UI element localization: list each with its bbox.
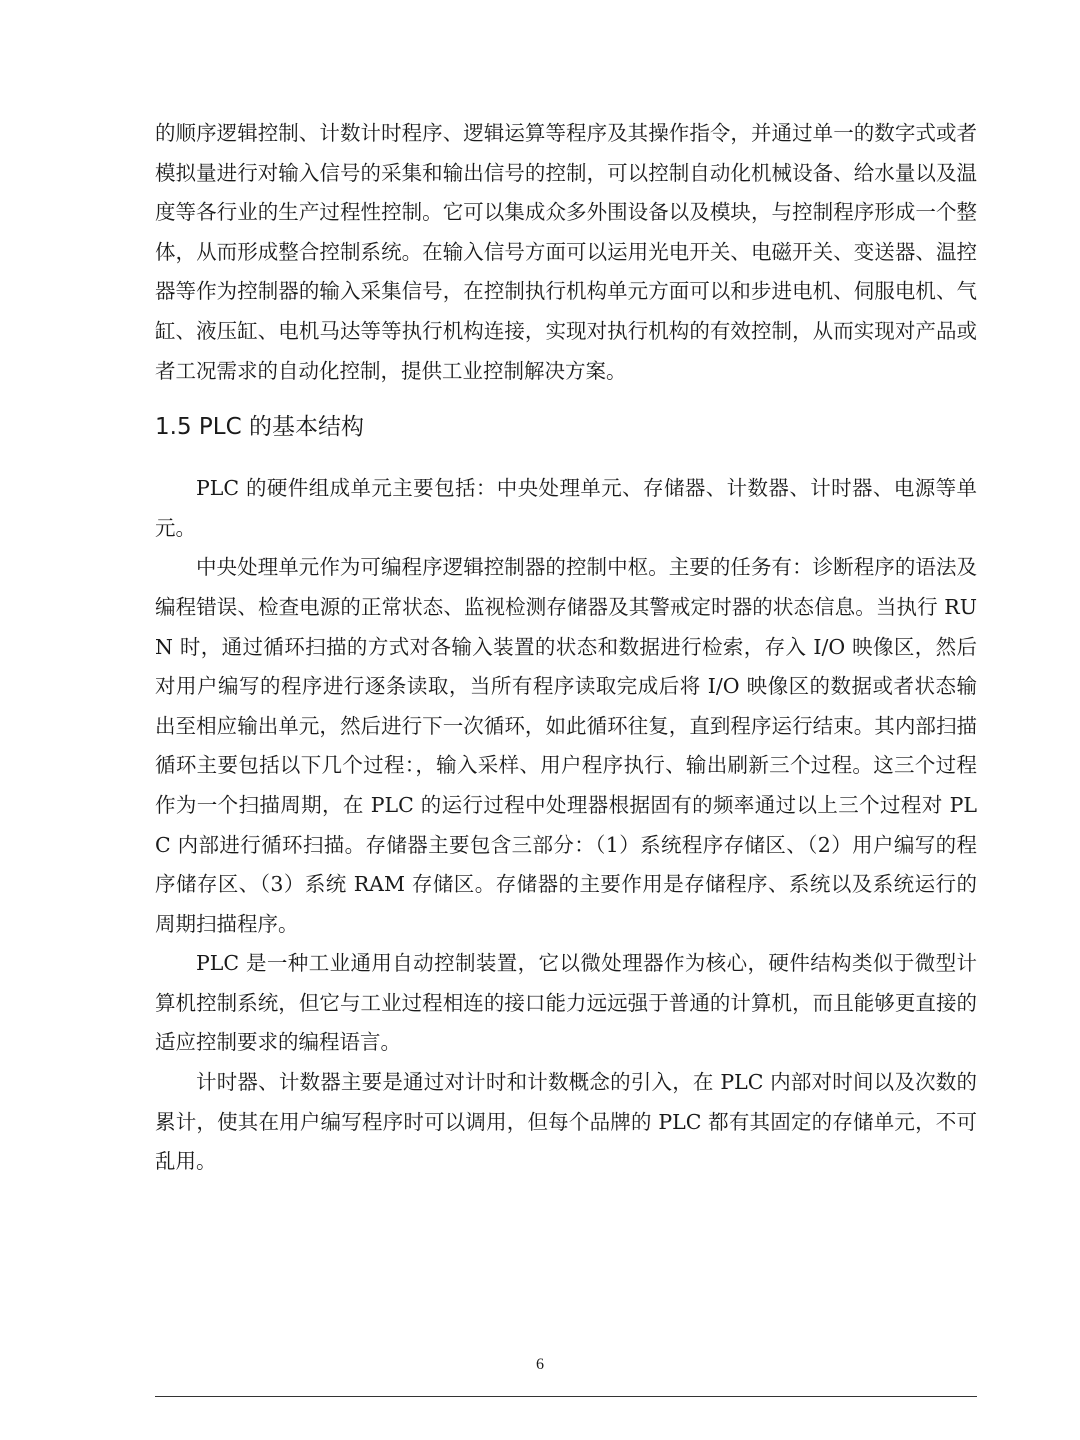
paragraph-continued: 的顺序逻辑控制、计数计时程序、逻辑运算等程序及其操作指令，并通过单一的数字式或者模拟量进行对输入信号的采集和输出信号的控制，可以控制自动化机械设备、给水量以及温度等各行业的生产过程性控制。它可以集成众多外围设备以及模块，与控制程序形成一个整体，从而形成整合控制系统。在输入信号方面可以运用光电开关、电磁开关、变送器、温控器等作为控制器的输入采集信号，在控制执行机构单元方面可以和步进电机、伺服电机、气缸、液压缸、电机马达等等执行机构连接，实现对执行机构的有效控制，从而实现对产品或者工况需求的自动化控制，提供工业控制解决方案。 <box>155 121 977 383</box>
paragraph-timer: 计时器、计数器主要是通过对计时和计数概念的引入，在 PLC 内部对时间以及次数的累计，使其在用户编写程序时可以调用，但每个品牌的 PLC 都有其固定的存储单元，不可乱用。 <box>155 1070 977 1174</box>
footer-divider <box>155 1396 977 1397</box>
section-heading: 1.5 PLC 的基本结构 <box>155 414 364 441</box>
paragraph-plc: PLC 是一种工业通用自动控制装置，它以微处理器作为核心，硬件结构类似于微型计算机控制系统，但它与工业过程相连的接口能力远远强于普通的计算机，而且能够更直接的适应控制要求的编程语言。 <box>155 951 977 1055</box>
paragraph-hardware: PLC 的硬件组成单元主要包括：中央处理单元、存储器、计数器、计时器、电源等单元。 <box>155 476 977 540</box>
page-number: 6 <box>536 1356 544 1373</box>
page-body <box>155 114 977 1182</box>
paragraph-cpu: 中央处理单元作为可编程序逻辑控制器的控制中枢。主要的任务有：诊断程序的语法及编程错误、检查电源的正常状态、监视检测存储器及其警戒定时器的状态信息。当执行 RUN 时，通过循环扫描的方式对各输入装置的状态和数据进行检索，存入 I/O 映像区，然后对用户编写的程序进行逐条读取，当所有程序读取完成后将 I/O 映像区的数据或者状态输出至相应输出单元，然后进行下一次循环，如此循环往复，直到程序运行结束。其内部扫描循环主要包括以下几个过程：，输入采样、用户程序执行、输出刷新三个过程。这三个过程作为一个扫描周期，在 PLC 的运行过程中处理器根据固有的频率通过以上三个过程对 PLC 内部进行循环扫描。存储器主要包含三部分：（1）系统程序存储区、（2）用户编写的程序储存区、（3）系统 RAM 存储区。存储器的主要作用是存储程序、系统以及系统运行的周期扫描程序。 <box>155 555 977 936</box>
